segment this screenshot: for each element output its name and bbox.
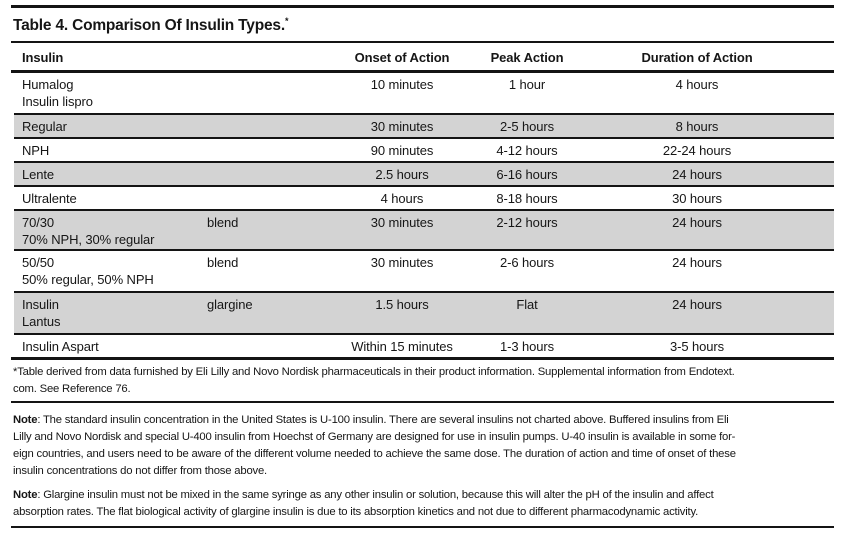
insulin-subtype-cell bbox=[207, 187, 320, 209]
insulin-subtype-cell: glargine bbox=[207, 297, 253, 312]
peak-cell: 2-12 hours bbox=[496, 215, 558, 230]
onset-cell: 1.5 hours bbox=[375, 297, 429, 312]
note-line: Note: The standard insulin concentration in the United States is U-100 insulin. There are several insulins not charted above. Buffered insulins from Eli bbox=[13, 414, 729, 426]
duration-cell: 8 hours bbox=[675, 119, 719, 134]
footnote-divider-rule bbox=[11, 401, 834, 403]
note-line: Note: Glargine insulin must not be mixed in the same syringe as any other insulin or solution, because this will alter the pH of the insulin and affect bbox=[13, 489, 714, 501]
insulin-name-cell: 70/30 70% NPH, 30% regular bbox=[22, 215, 155, 247]
note-line: absorption rates. The flat biological activity of glargine insulin is due to its absorption kinetics and not due to different pharmacodynamic activity. bbox=[13, 506, 699, 518]
header-cell-spacer bbox=[207, 43, 320, 70]
duration-cell: 4 hours bbox=[675, 77, 719, 92]
bottom-rule bbox=[11, 526, 834, 528]
footnote-line: com. See Reference 76. bbox=[13, 383, 131, 395]
duration-cell: 24 hours bbox=[672, 255, 722, 270]
peak-cell: Flat bbox=[516, 297, 538, 312]
onset-cell: 10 minutes bbox=[370, 77, 434, 92]
duration-cell: 24 hours bbox=[672, 167, 722, 182]
insulin-name-cell: Insulin Lantus bbox=[22, 297, 61, 329]
note-paragraph-1 bbox=[13, 412, 736, 480]
insulin-subtype-cell: blend bbox=[207, 255, 239, 270]
insulin-name-cell: Humalog Insulin lispro bbox=[22, 77, 93, 109]
peak-cell: 4-12 hours bbox=[496, 143, 558, 158]
table-row bbox=[14, 291, 834, 333]
note-line: eign countries, and users need to be aware of the different volume needed to achieve the same dose. The duration of action and time of onset of these bbox=[13, 448, 736, 460]
table-title-text: Table 4. Comparison Of Insulin Types. bbox=[13, 17, 285, 34]
table-title bbox=[13, 16, 288, 35]
table-body bbox=[14, 73, 834, 357]
peak-cell: 8-18 hours bbox=[496, 191, 558, 206]
duration-cell: 24 hours bbox=[672, 215, 722, 230]
footnote-line: *Table derived from data furnished by Eli Lilly and Novo Nordisk pharmaceuticals in their product information. Supplemental information from Endotext. bbox=[13, 366, 735, 378]
duration-cell: 24 hours bbox=[672, 297, 722, 312]
table-header-row bbox=[14, 43, 834, 70]
insulin-subtype-cell bbox=[207, 163, 320, 185]
header-cell-onset: Onset of Action bbox=[354, 50, 450, 65]
insulin-name-cell: Insulin Aspart bbox=[22, 339, 99, 354]
note-line: insulin concentrations do not differ from those above. bbox=[13, 465, 267, 477]
onset-cell: 90 minutes bbox=[370, 143, 434, 158]
onset-cell: Within 15 minutes bbox=[351, 339, 453, 354]
insulin-subtype-cell: blend bbox=[207, 215, 239, 230]
header-cell-insulin: Insulin bbox=[22, 50, 64, 65]
insulin-subtype-cell bbox=[207, 115, 320, 137]
header-cell-peak: Peak Action bbox=[490, 50, 564, 65]
insulin-subtype-cell bbox=[207, 139, 320, 161]
insulin-name-cell: 50/50 50% regular, 50% NPH bbox=[22, 255, 154, 287]
duration-cell: 30 hours bbox=[672, 191, 722, 206]
peak-cell: 2-5 hours bbox=[499, 119, 555, 134]
onset-cell: 30 minutes bbox=[370, 119, 434, 134]
peak-cell: 2-6 hours bbox=[499, 255, 555, 270]
note-line: Lilly and Novo Nordisk and special U-400 insulin from Hoechst of Germany are designed for use in insulin pumps. U-40 insulin is available in some for- bbox=[13, 431, 736, 443]
insulin-subtype-cell bbox=[207, 73, 320, 113]
peak-cell: 1-3 hours bbox=[499, 339, 555, 354]
table-footnote bbox=[13, 364, 735, 398]
peak-cell: 6-16 hours bbox=[496, 167, 558, 182]
table-row bbox=[14, 73, 834, 113]
table-row bbox=[14, 333, 834, 357]
top-rule bbox=[11, 5, 834, 8]
insulin-subtype-cell bbox=[207, 335, 320, 357]
table-row bbox=[14, 249, 834, 291]
duration-cell: 22-24 hours bbox=[662, 143, 732, 158]
header-cell-duration: Duration of Action bbox=[641, 50, 753, 65]
peak-cell: 1 hour bbox=[508, 77, 546, 92]
table-row bbox=[14, 113, 834, 137]
note-paragraph-2 bbox=[13, 487, 714, 521]
insulin-name-cell: Lente bbox=[22, 167, 55, 182]
insulin-name-cell: Ultralente bbox=[22, 191, 77, 206]
onset-cell: 2.5 hours bbox=[375, 167, 429, 182]
onset-cell: 30 minutes bbox=[370, 215, 434, 230]
duration-cell: 3-5 hours bbox=[669, 339, 725, 354]
onset-cell: 30 minutes bbox=[370, 255, 434, 270]
table-row bbox=[14, 209, 834, 249]
table-row bbox=[14, 161, 834, 185]
insulin-name-cell: NPH bbox=[22, 143, 50, 158]
note-label: Note bbox=[13, 489, 38, 501]
table-row bbox=[14, 185, 834, 209]
note-label: Note bbox=[13, 414, 38, 426]
table-title-asterisk: * bbox=[284, 16, 289, 26]
insulin-name-cell: Regular bbox=[22, 119, 67, 134]
table-row bbox=[14, 137, 834, 161]
onset-cell: 4 hours bbox=[380, 191, 424, 206]
table-bottom-rule bbox=[11, 357, 834, 360]
